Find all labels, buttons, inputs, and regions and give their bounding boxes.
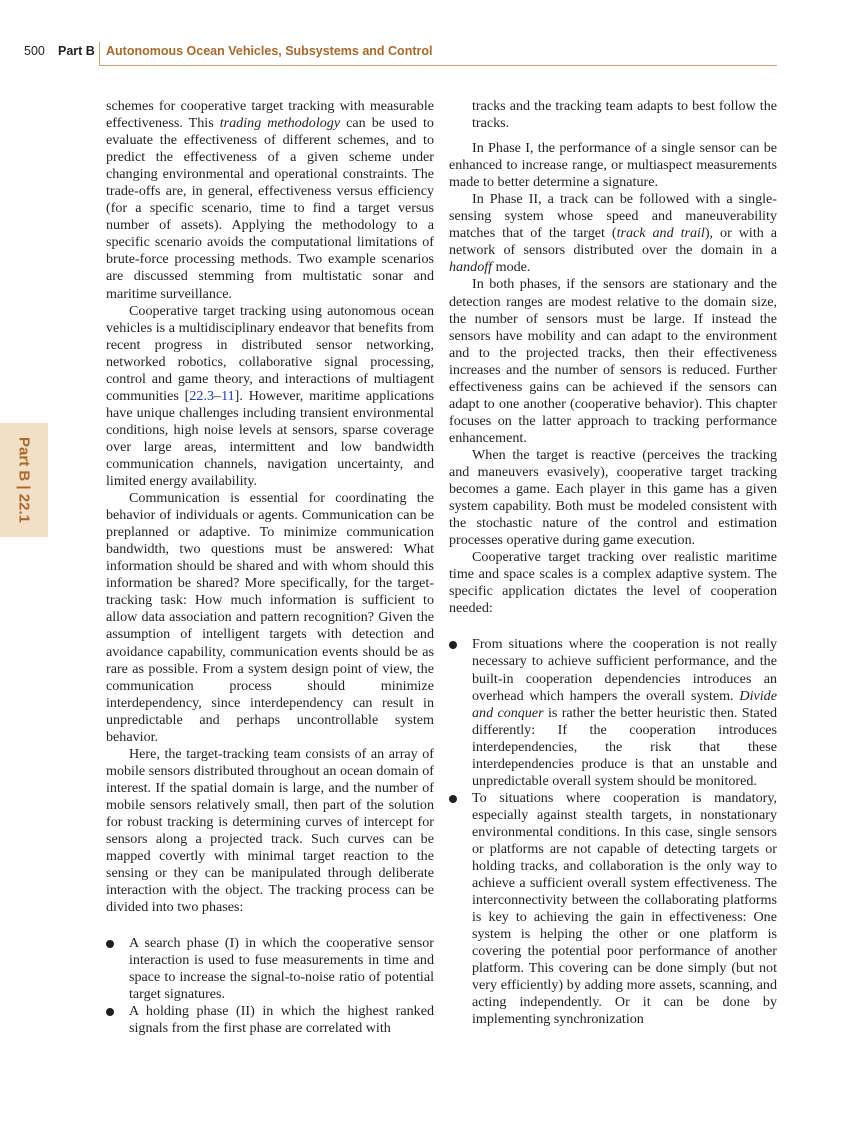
paragraph: In both phases, if the sensors are stationary and the detection ranges are modest relative to the domain size, the number of sensors must be large. If instead the sensors have mobility and can adapt to the environment and to the projected tracks, then their effectiveness increases and the number of sensors is reduced. Further effectiveness gains can be achieved if the sensors can adapt to one another (cooperative behavior). This chapter focuses on the latter approach to tracking performance enhancement. [449, 276, 777, 446]
chapter-part-title: Autonomous Ocean Vehicles, Subsystems and Control [106, 44, 433, 58]
paragraph: When the target is reactive (perceives the tracking and maneuvers evasively), cooperative target tracking becomes a game. Each player in this game has a given system capability. Both must be modeled consistent with the stochastic nature of the control and estimation processes operative during game execution. [449, 446, 777, 549]
paragraph: Communication is essential for coordinating the behavior of individuals or agents. Communication can be preplanned or adaptive. To minimize communication bandwidth, two questions must be answered: What information should be shared and with whom should this information be shared? More specifically, for the target-tracking task: How much information is sufficient to allow data association and pattern recognition? Given the assumption of intelligent targets with detection and avoidance capability, communication events should be as rare as possible. From a system design point of view, the communication process should minimize interdependency, since interdependency can result in unpredictable and perhaps uncontrollable system behavior. [106, 490, 434, 745]
emphasis-text: Divide and conquer [472, 687, 777, 721]
part-label: Part B [58, 44, 95, 58]
phase-list [106, 935, 434, 1037]
emphasis-text: track and trail [616, 225, 705, 242]
paragraph: Cooperative target tracking using autonomous ocean vehicles is a multidisciplinary endeavor that benefits from recent progress in distributed sensor networking, networked robotics, collaborative signal processing, control and game theory, and interactions of multiagent communities [22.3–11]. However, maritime applications have unique challenges including transient environmental conditions, high noise levels at sensors, sparse coverage over large areas, intermittent and low bandwidth communication channels, navigation uncertainty, and limited energy availability. [106, 302, 434, 490]
paragraph: In Phase I, the performance of a single sensor can be enhanced to increase range, or multiaspect measurements made to better determine a signature. [449, 140, 777, 191]
bullet-icon [106, 940, 114, 948]
paragraph: In Phase II, a track can be followed with a single-sensing system whose speed and maneuverability matches that of the target (track and trail), or with a network of sensors distributed over the domain in a handoff mode. [449, 191, 777, 276]
cooperation-list [449, 636, 777, 1028]
left-column [106, 98, 434, 1038]
list-item: From situations where the cooperation is not really necessary to achieve sufficient performance, and the built-in cooperation dependencies introduces an overhead which hampers the overall system. Divide and conquer is rather the better heuristic then. Stated differently: If the cooperation introduces interdependencies, the risk that these interdependencies produce is that an unstable and unpredictable overall system should be monitored. [449, 636, 777, 789]
page-number: 500 [24, 44, 45, 58]
citation-link-11[interactable]: 11 [221, 387, 235, 404]
header-rule [99, 65, 777, 66]
part-side-tab-label: Part B | 22.1 [15, 437, 33, 523]
paragraph: tracks and the tracking team adapts to best follow the tracks. [472, 98, 777, 132]
citation-link-22-3[interactable]: 22.3 [189, 387, 215, 404]
paragraph: schemes for cooperative target tracking with measurable effectiveness. This trading methodology can be used to evaluate the effectiveness of different schemes, and to predict the effectiveness of a given scheme under changing environmental and operational constraints. The trade-offs are, in general, effectiveness versus efficiency (for a specific scenario, time to find a target versus number of assets). Applying the methodology to a specific scenario avoids the computational limitations of brute-force processing methods. Two example scenarios are discussed stemming from multistatic sonar and maritime surveillance. [106, 98, 434, 302]
running-header [0, 0, 851, 70]
paragraph: Cooperative target tracking over realistic maritime time and space scales is a complex adaptive system. The specific application dictates the level of cooperation needed: [449, 549, 777, 617]
bullet-icon [449, 641, 457, 649]
bullet-icon [449, 795, 457, 803]
bullet-icon [106, 1008, 114, 1016]
right-column [449, 98, 777, 1028]
emphasis-text: handoff [449, 259, 493, 276]
list-item: To situations where cooperation is mandatory, especially against stealth targets, in nonstationary environmental conditions. In this case, single sensors or platforms are not capable of detecting targets or holding tracks, and collaboration is the only way to achieve a sufficient overall system effectiveness. The interconnectivity between the collaborating platforms is key to achieving the gain in effectiveness: One system is helping the other or one platform is covering the potential poor performance of another platform. This covering can be done simply (but not very efficiently) by adding more assets, scanning, and acting independently. Or it can be done by implementing synchronization [449, 790, 777, 1029]
list-item: A holding phase (II) in which the highest ranked signals from the first phase are correlated with [106, 1003, 434, 1037]
emphasis-text: trading methodology [219, 115, 341, 132]
paragraph: Here, the target-tracking team consists of an array of mobile sensors distributed throughout an ocean domain of interest. If the spatial domain is large, and the number of mobile sensors relatively small, then part of the solution for robust tracking is determining curves of intercept for sensors along a projected track. Such curves can be mapped covertly with minimal target reaction to the sensing or they can be manipulated through deliberate interaction with the object. The tracking process can be divided into two phases: [106, 745, 434, 916]
header-divider [99, 42, 100, 66]
list-item: A search phase (I) in which the cooperative sensor interaction is used to fuse measurements in time and space to increase the signal-to-noise ratio of potential target signatures. [106, 935, 434, 1003]
